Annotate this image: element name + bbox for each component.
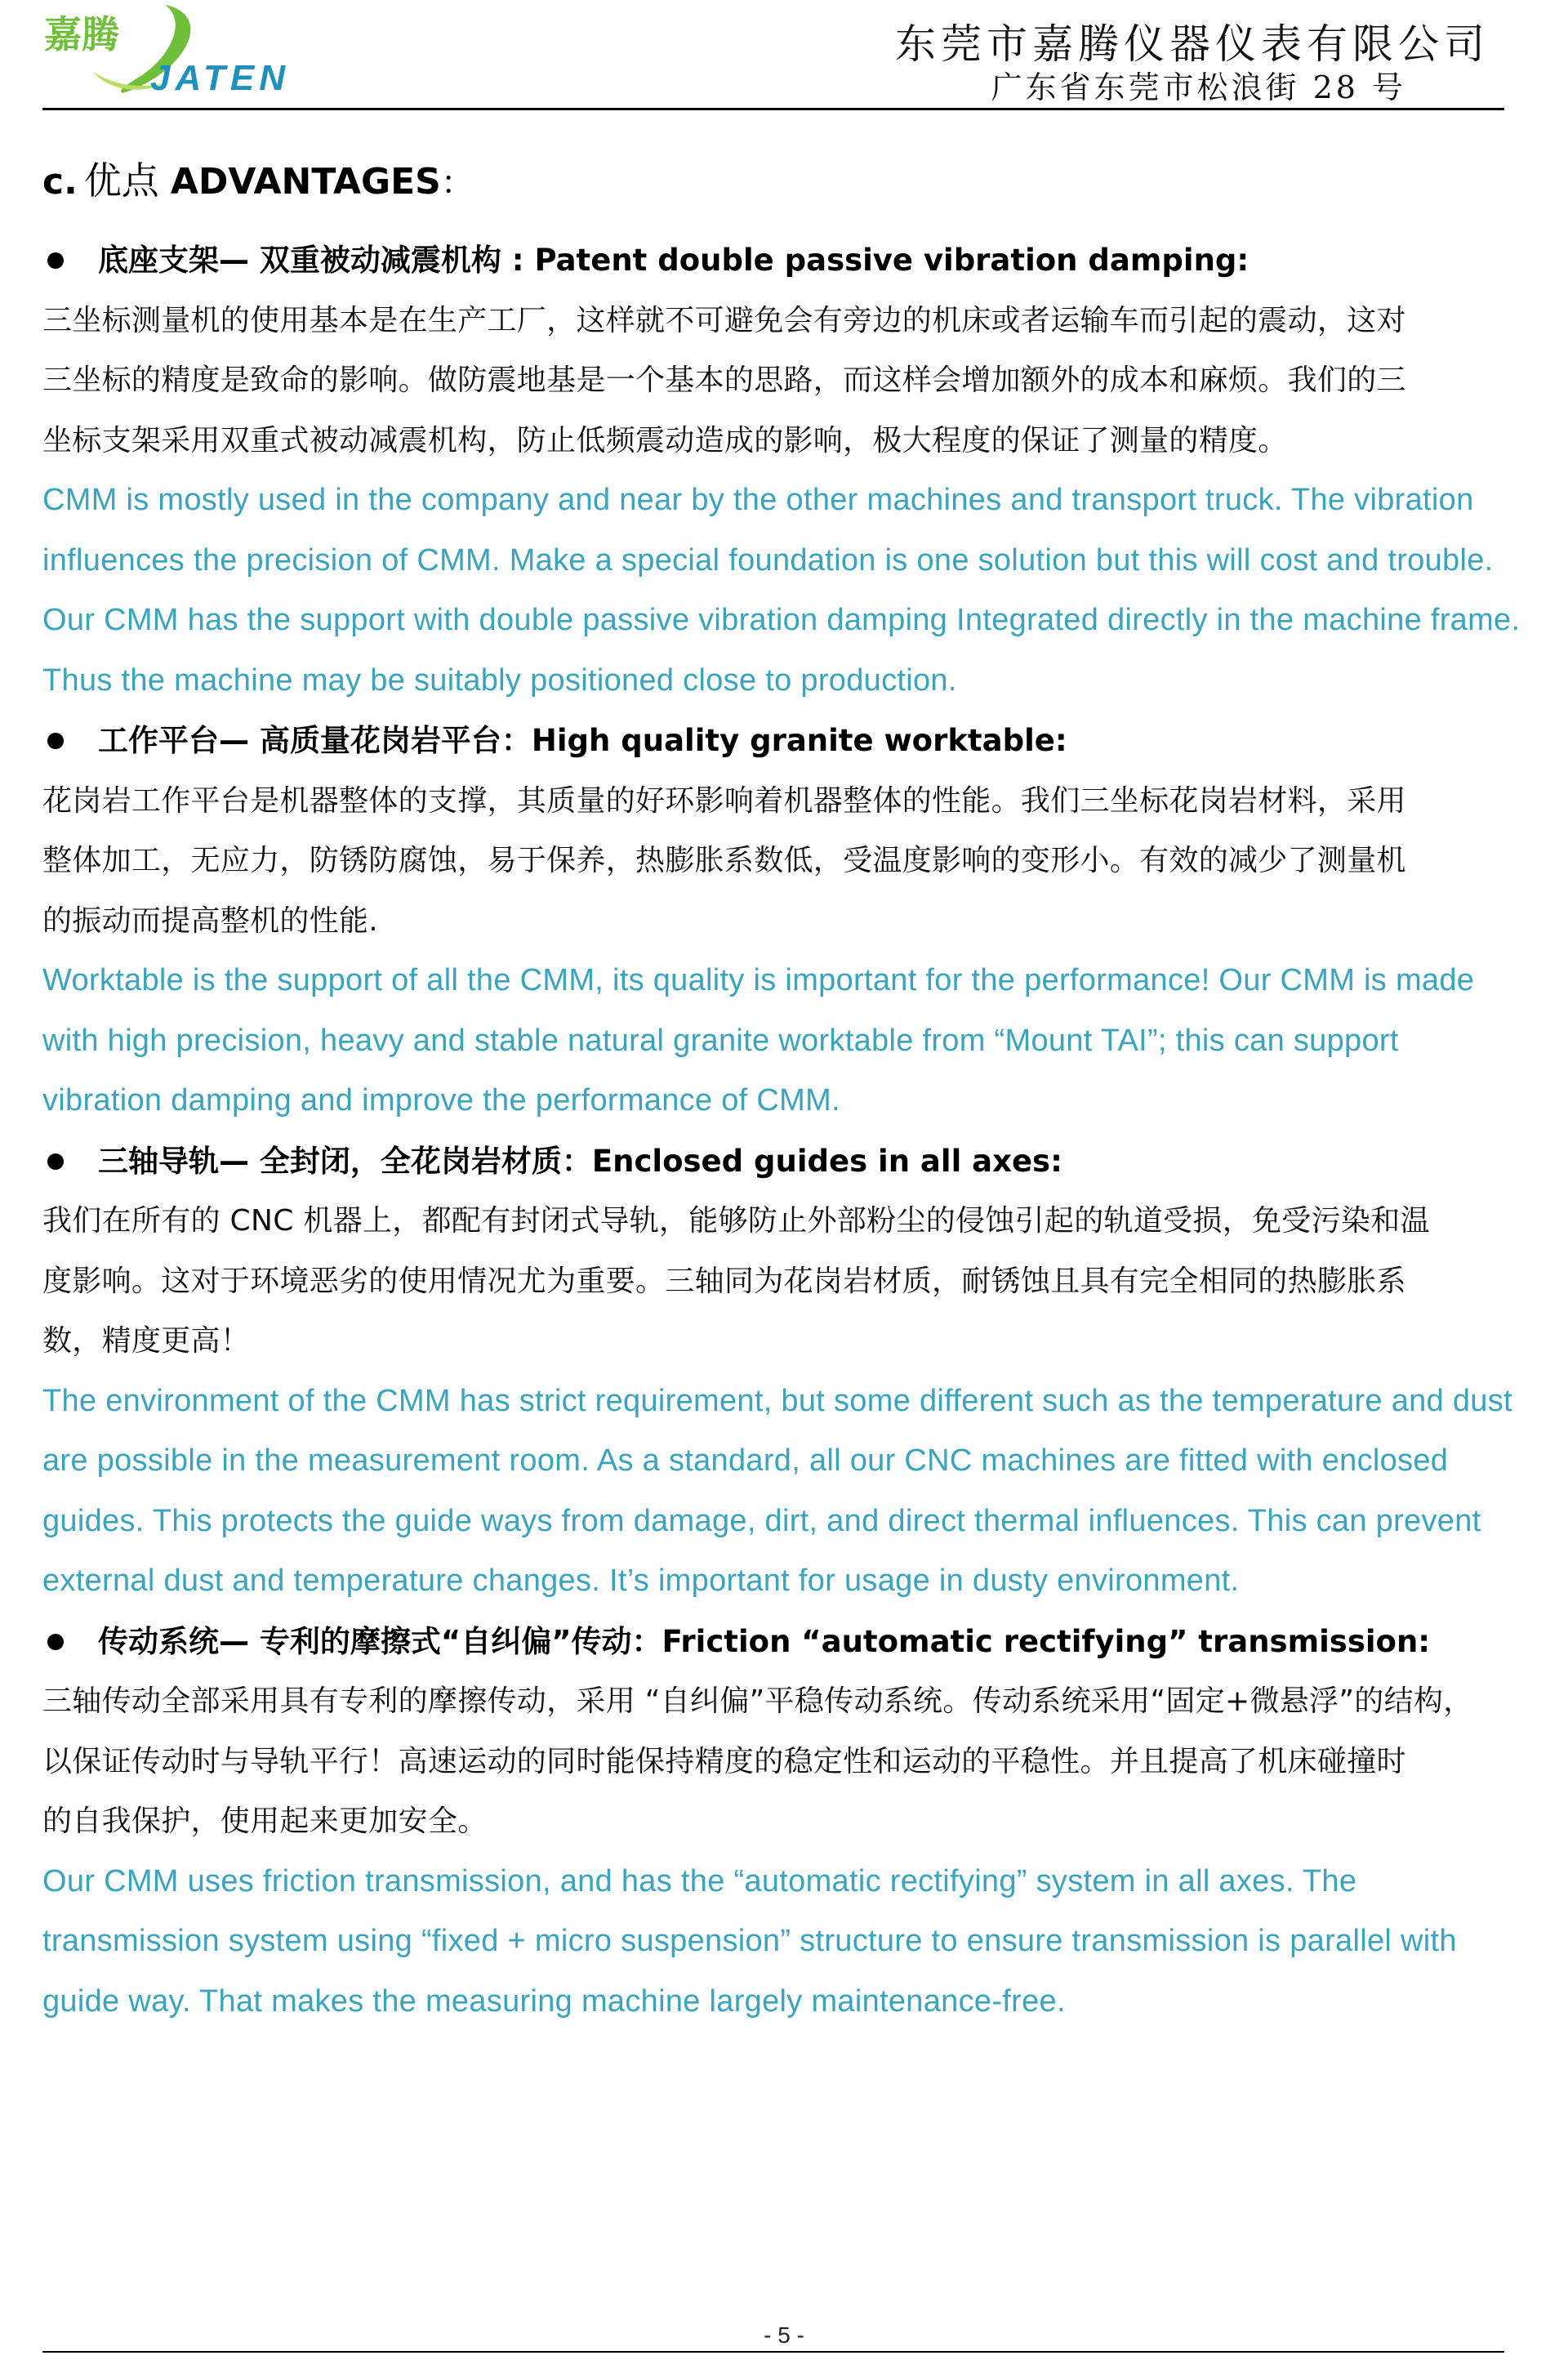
advantage-heading <box>42 711 1512 771</box>
section-title-colon: ： <box>440 164 474 202</box>
advantage-item <box>42 1131 1512 1612</box>
advantage-heading-text: 工作平台— 高质量花岗岩平台：High quality granite worktable: <box>98 723 1067 758</box>
chinese-paragraph-line: 坐标支架采用双重式被动减震机构，防止低频震动造成的影响，极大程度的保证了测量的精度。 <box>42 423 1288 457</box>
bullet-icon <box>47 252 64 269</box>
advantage-heading-text: 底座支架— 双重被动减震机构 : Patent double passive vibration damping: <box>98 243 1250 278</box>
advantage-heading <box>42 1131 1512 1192</box>
english-paragraph-line: guide way. That makes the measuring machine largely maintenance-free. <box>42 1983 1066 2019</box>
company-name: 东莞市嘉腾仪器仪表有限公司 <box>895 20 1490 68</box>
english-paragraph-line: CMM is mostly used in the company and near by the other machines and transport truck. The vibration <box>42 483 1474 517</box>
bullet-icon <box>47 1634 64 1650</box>
advantage-heading <box>42 230 1512 291</box>
bullet-icon <box>47 733 64 749</box>
chinese-paragraph-line: 三轴传动全部采用具有专利的摩擦传动，采用 “自纠偏”平稳传动系统。传动系统采用“固定+微悬浮”的结构， <box>42 1684 1473 1718</box>
section-title <box>42 154 1512 207</box>
chinese-paragraph-line: 的振动而提高整机的性能. <box>42 903 379 938</box>
advantage-item <box>42 230 1521 711</box>
chinese-paragraph-line: 三坐标测量机的使用基本是在生产工厂，这样就不可避免会有旁边的机床或者运输车而引起的震动，这对 <box>42 303 1406 337</box>
english-paragraph-line: with high precision, heavy and stable natural granite worktable from “Mount TAI”; this can support <box>42 1023 1399 1058</box>
english-paragraph-line: Thus the machine may be suitably positioned close to production. <box>42 662 957 698</box>
advantage-heading <box>42 1612 1512 1672</box>
chinese-paragraph-line: 度影响。这对于环境恶劣的使用情况尤为重要。三轴同为花岗岩材质，耐锈蚀且具有完全相同的热膨胀系 <box>42 1264 1406 1298</box>
english-paragraph-line: influences the precision of CMM. Make a special foundation is one solution but this will cost and trouble. <box>42 542 1494 578</box>
header-divider <box>42 108 1504 110</box>
chinese-paragraph-line: 我们在所有的 CNC 机器上，都配有封闭式导轨，能够防止外部粉尘的侵蚀引起的轨道受损，免受污染和温 <box>42 1204 1430 1238</box>
logo-chinese-text: 嘉腾 <box>44 12 119 56</box>
english-paragraph-line: Worktable is the support of all the CMM, its quality is important for the performance! Our CMM is made <box>42 963 1475 997</box>
bullet-icon <box>47 1153 64 1170</box>
page-header <box>42 0 1504 109</box>
english-paragraph-line: The environment of the CMM has strict requirement, but some different such as the temperature and dust <box>42 1383 1512 1418</box>
chinese-paragraph-line: 整体加工，无应力，防锈防腐蚀，易于保养，热膨胀系数低，受温度影响的变形小。有效的减少了测量机 <box>42 844 1406 877</box>
document-body <box>42 154 1521 2032</box>
english-paragraph-line: transmission system using “fixed + micro suspension” structure to ensure transmission is parallel with <box>42 1924 1457 1958</box>
chinese-paragraph-line: 花岗岩工作平台是机器整体的支撑，其质量的好环影响着机器整体的性能。我们三坐标花岗岩材料，采用 <box>42 783 1406 818</box>
advantage-heading-text: 传动系统— 专利的摩擦式“自纠偏”传动：Friction “automatic rectifying” transmission: <box>98 1623 1431 1659</box>
advantage-item <box>42 1612 1512 2032</box>
company-logo <box>42 5 312 95</box>
english-paragraph-line: guides. This protects the guide ways from damage, dirt, and direct thermal influences. This can prevent <box>42 1503 1481 1538</box>
english-paragraph-line: Our CMM has the support with double passive vibration damping Integrated directly in the machine frame. <box>42 603 1521 637</box>
advantage-heading-text: 三轴导轨— 全封闭，全花岗岩材质：Enclosed guides in all axes: <box>98 1143 1062 1179</box>
advantage-item <box>42 711 1512 1131</box>
chinese-paragraph-line: 三坐标的精度是致命的影响。做防震地基是一个基本的思路，而这样会增加额外的成本和麻烦。我们的三 <box>42 364 1406 397</box>
logo-english-text: JATEN <box>150 58 290 95</box>
chinese-paragraph-line: 数，精度更高！ <box>42 1324 251 1358</box>
section-title-en: ADVANTAGES <box>170 161 441 203</box>
english-paragraph-line: are possible in the measurement room. As a standard, all our CNC machines are fitted with enclosed <box>42 1443 1449 1478</box>
english-paragraph-line: external dust and temperature changes. It’s important for usage in dusty environment. <box>42 1564 1240 1598</box>
footer-divider <box>42 2351 1504 2353</box>
chinese-paragraph-line: 以保证传动时与导轨平行！高速运动的同时能保持精度的稳定性和运动的平稳性。并且提高了机床碰撞时 <box>42 1744 1406 1778</box>
company-address: 广东省东莞市松浪街 28 号 <box>991 69 1406 105</box>
chinese-paragraph-line: 的自我保护，使用起来更加安全。 <box>42 1805 488 1838</box>
english-paragraph-line: vibration damping and improve the performance of CMM. <box>42 1083 840 1118</box>
section-title-cn: 优点 <box>83 158 159 203</box>
page-number: - 5 - <box>764 2322 804 2348</box>
english-paragraph-line: Our CMM uses friction transmission, and has the “automatic rectifying” system in all axes. The <box>42 1863 1357 1898</box>
section-letter: c. <box>42 161 78 203</box>
